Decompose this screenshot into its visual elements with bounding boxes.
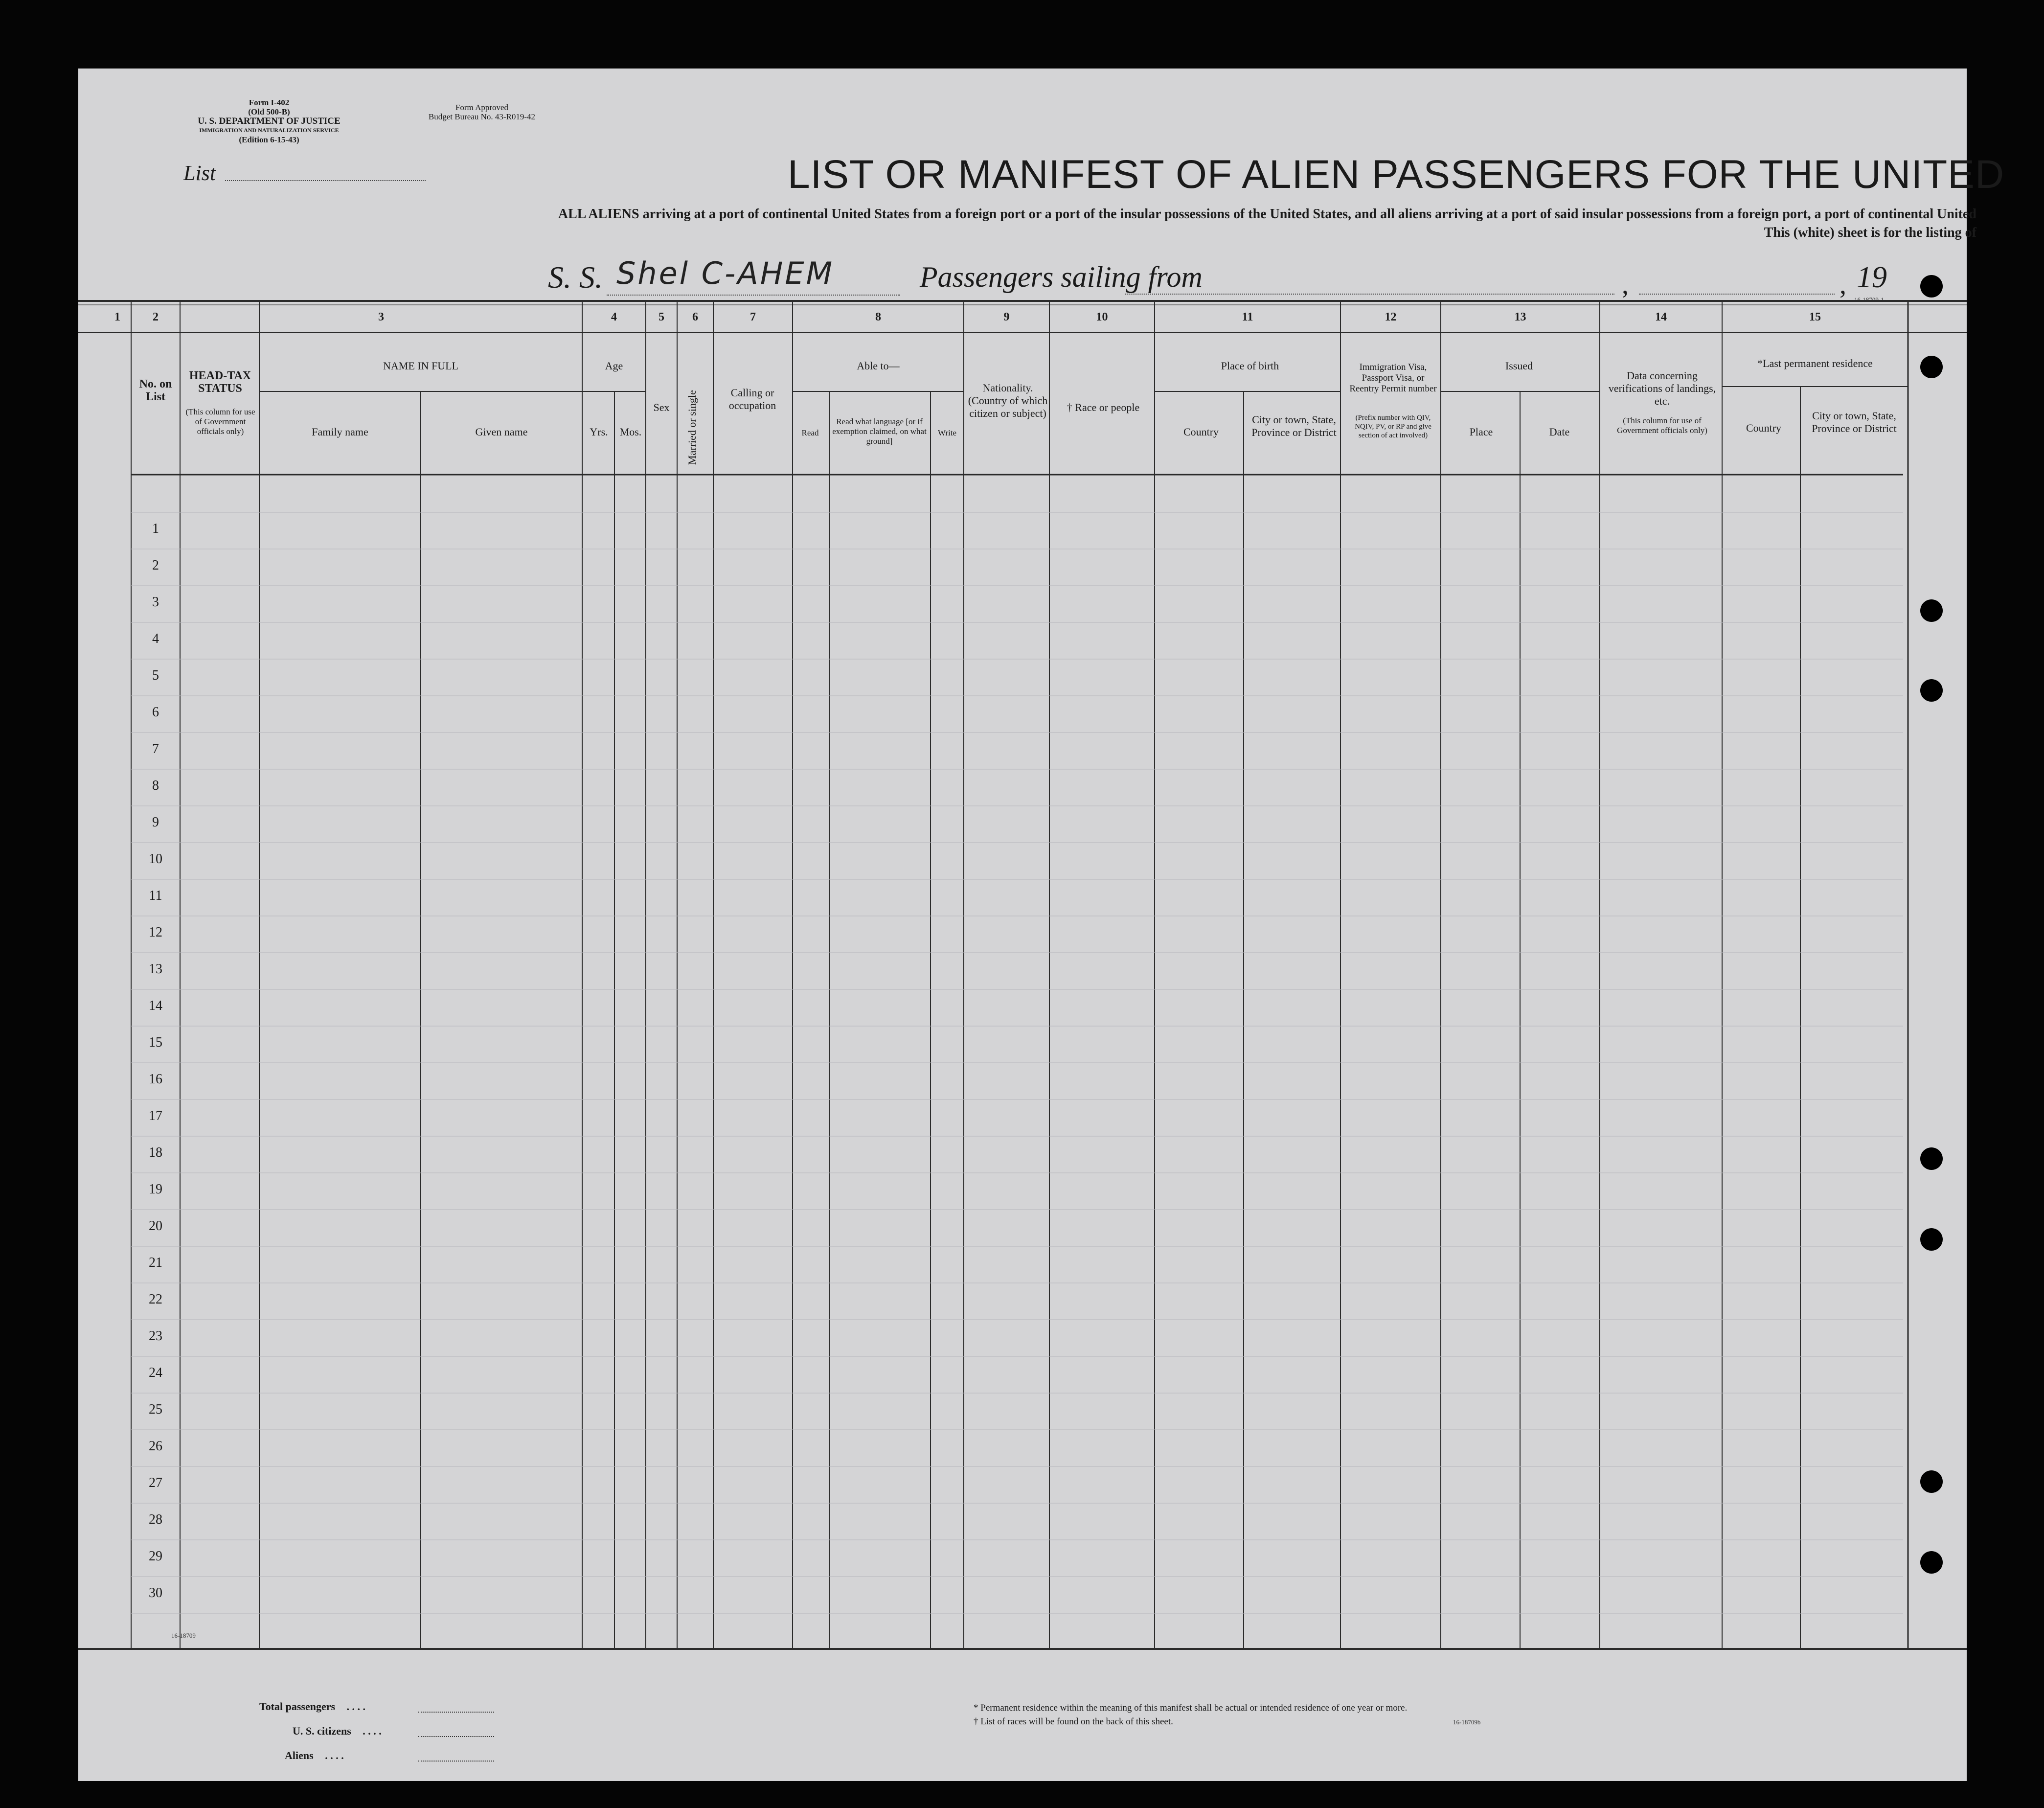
row-number: 20 (149, 1218, 162, 1234)
form-number: Form I-402 (249, 98, 290, 107)
header-data-note: (This column for use of Government officials only) (1617, 416, 1707, 435)
row-number: 13 (149, 961, 162, 977)
footer-aliens (285, 1749, 344, 1762)
footer-total-passengers (259, 1700, 365, 1713)
header-place-of-birth: Place of birth (1221, 360, 1279, 372)
row-number: 25 (149, 1402, 162, 1417)
row-number: 27 (149, 1475, 162, 1490)
header-name-in-full: NAME IN FULL (383, 360, 458, 372)
header-no-on-list: No. on List (139, 378, 172, 403)
header-nationality: Nationality. (Country of which citizen or subject) (968, 382, 1048, 419)
subtitle-line-2: This (white) sheet is for the listing of (1764, 225, 1976, 240)
column-number: 2 (153, 311, 159, 323)
header-head-tax-note: (This column for use of Government officials only) (185, 407, 255, 436)
us-citizens-label: U. S. citizens (293, 1725, 351, 1737)
form-service: IMMIGRATION AND NATURALIZATION SERVICE (199, 127, 339, 134)
us-citizens-dots: . . . . (363, 1725, 382, 1737)
row-number: 30 (149, 1585, 162, 1601)
us-citizens-field[interactable] (418, 1736, 494, 1737)
comma-1: , (1622, 270, 1629, 300)
header-age: Age (605, 360, 623, 372)
list-label: List (183, 161, 216, 185)
row-number: 9 (152, 815, 159, 830)
row-number: 6 (152, 705, 159, 720)
manifest-grid (78, 69, 1967, 1781)
aliens-field[interactable] (418, 1761, 494, 1762)
row-number: 19 (149, 1182, 162, 1197)
row-number: 7 (152, 741, 159, 756)
row-number: 26 (149, 1439, 162, 1454)
header-calling: Calling or occupation (728, 387, 776, 412)
header-mos: Mos. (619, 426, 642, 438)
column-number: 3 (378, 311, 384, 323)
column-number: 15 (1809, 311, 1821, 323)
header-birth-country: Country (1183, 426, 1219, 438)
header-yrs: Yrs. (590, 426, 608, 438)
grid-lines (78, 301, 1967, 1649)
column-number: 7 (750, 311, 756, 323)
total-passengers-label: Total passengers (259, 1700, 336, 1713)
row-number: 22 (149, 1292, 162, 1307)
header-residence-city: City or town, State, Province or District (1812, 410, 1897, 435)
aliens-label: Aliens (285, 1749, 314, 1762)
form-old-number: (Old 500-B) (248, 107, 290, 116)
footnote-races: † List of races will be found on the back of this sheet. (974, 1716, 1173, 1727)
print-code-top: 16-18709-1 (1854, 296, 1884, 303)
row-number: 17 (149, 1108, 162, 1123)
column-number: 12 (1385, 311, 1397, 323)
header-birth-city: City or town, State, Province or District (1251, 413, 1337, 438)
print-code-bottom: 16-18709 (171, 1632, 196, 1639)
column-number: 10 (1096, 311, 1108, 323)
binder-hole (1920, 1147, 1943, 1170)
column-number: 14 (1655, 311, 1667, 323)
row-number: 21 (149, 1255, 162, 1270)
header-given-name: Given name (475, 426, 528, 438)
binder-hole (1920, 356, 1943, 378)
column-number: 9 (1003, 311, 1010, 323)
comma-2: , (1840, 270, 1846, 300)
aliens-dots: . . . . (325, 1749, 344, 1762)
header-write: Write (937, 428, 957, 437)
manifest-sheet (78, 69, 2005, 1781)
binder-hole (1920, 679, 1943, 702)
header-married-single: Married or single (686, 390, 698, 465)
row-number: 8 (152, 778, 159, 793)
print-code-footer: 16-18709b (1453, 1718, 1481, 1726)
row-number: 12 (149, 925, 162, 940)
column-number: 5 (659, 311, 664, 323)
header-last-residence: *Last permanent residence (1757, 357, 1873, 369)
row-number: 29 (149, 1549, 162, 1564)
footer-us-citizens (293, 1725, 382, 1738)
total-passengers-field[interactable] (418, 1712, 494, 1713)
footnote-permanent-residence: * Permanent residence within the meaning of this manifest shall be actual or intended residence of one year or more. (974, 1703, 1408, 1713)
binder-hole (1920, 275, 1943, 298)
total-passengers-dots: . . . . (346, 1700, 366, 1713)
binder-hole (1920, 1228, 1943, 1251)
page-title: LIST OR MANIFEST OF ALIEN PASSENGERS FOR THE UNITED (788, 152, 2005, 197)
row-number: 4 (152, 631, 159, 646)
column-number: 6 (692, 311, 698, 323)
row-number: 15 (149, 1035, 162, 1050)
row-number: 18 (149, 1145, 162, 1160)
row-number: 11 (149, 888, 162, 903)
ship-name-handwritten: Shel C-AHEM (616, 255, 835, 291)
row-number: 23 (149, 1328, 162, 1344)
header-issued: Issued (1505, 360, 1533, 372)
header-family-name: Family name (312, 426, 368, 438)
row-number: 24 (149, 1365, 162, 1380)
budget-bureau-text: Budget Bureau No. 43-R019-42 (428, 112, 536, 121)
header-visa-note: (Prefix number with QIV, NQIV, PV, or RP and give section of act involved) (1355, 414, 1431, 439)
ss-label: S. S. (548, 260, 603, 295)
year-prefix: 19 (1857, 261, 1887, 294)
form-approved-text: Form Approved (455, 103, 509, 112)
column-number: 8 (875, 311, 881, 323)
row-number: 28 (149, 1512, 162, 1527)
header-residence-country: Country (1746, 422, 1782, 434)
row-number: 5 (152, 668, 159, 683)
row-number: 2 (152, 558, 159, 573)
form-department: U. S. DEPARTMENT OF JUSTICE (198, 116, 341, 126)
header-able-to: Able to— (857, 360, 900, 372)
column-number: 1 (114, 311, 120, 323)
column-number: 11 (1242, 311, 1253, 323)
form-edition: (Edition 6-15-43) (239, 135, 299, 144)
column-number: 13 (1514, 311, 1526, 323)
header-head-tax: HEAD-TAX STATUS (189, 369, 251, 395)
binder-hole (1920, 599, 1943, 622)
row-number: 1 (152, 521, 159, 536)
header-data-concerning: Data concerning verifications of landings, etc. (1608, 369, 1716, 407)
header-read: Read (801, 428, 819, 437)
header-issued-date: Date (1549, 426, 1570, 438)
header-issued-place: Place (1469, 426, 1493, 438)
header-read-language: Read what language [or if exemption claimed, on what ground] (832, 417, 927, 446)
row-number: 14 (149, 998, 162, 1013)
column-number: 4 (611, 311, 617, 323)
header-visa: Immigration Visa, Passport Visa, or Reentry Permit number (1349, 362, 1437, 394)
binder-hole (1920, 1551, 1943, 1574)
binder-hole (1920, 1470, 1943, 1493)
subtitle-line-1: ALL ALIENS arriving at a port of continental United States from a foreign port or a port of the insular possessions of the United States, and all aliens arriving at a port of said insular possessions from a foreign port, a port of continental United (558, 206, 1976, 222)
row-number: 10 (149, 851, 162, 867)
header-sex: Sex (653, 401, 670, 413)
sailing-from-label: Passengers sailing from (920, 261, 1203, 293)
row-number: 16 (149, 1072, 162, 1087)
header-race: † Race or people (1067, 401, 1140, 413)
row-number: 3 (152, 595, 159, 610)
